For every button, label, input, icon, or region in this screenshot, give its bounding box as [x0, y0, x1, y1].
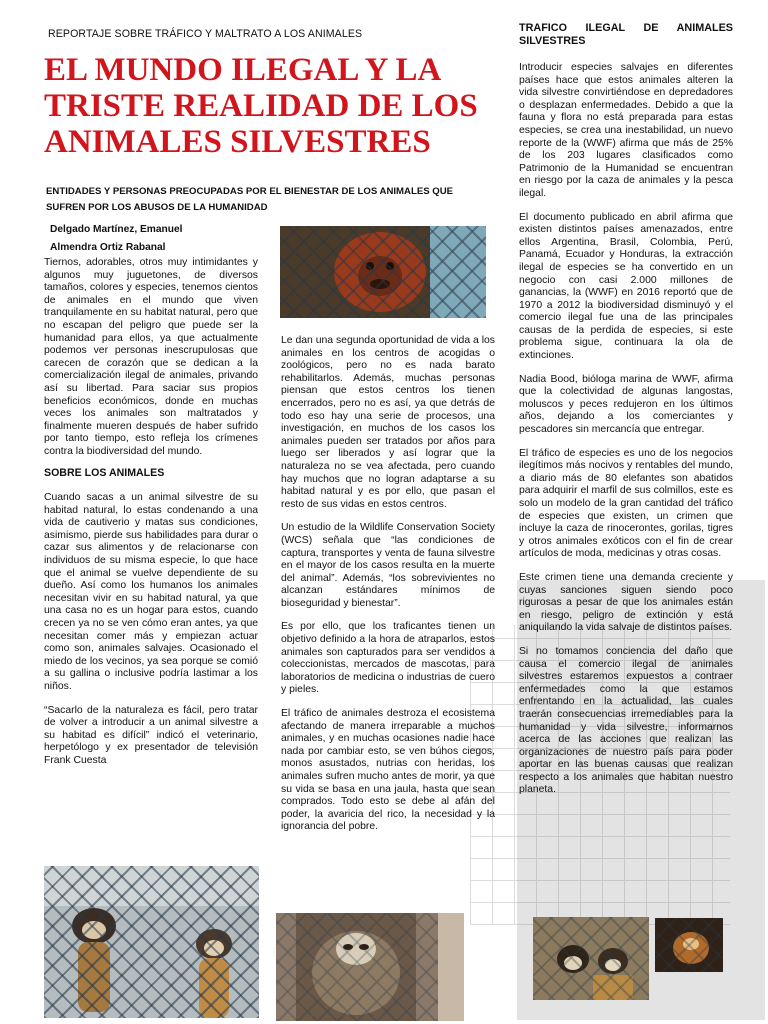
paragraph: El tráfico de especies es uno de los negocios ilegítimos más nocivos y rentables del mundo, a diario más de 80 elefantes son abatidos para adquirir el marfil de sus colmillos, este es solo un modelo de la gran cantidad del tráfico de especies que existen, un crimen que incluye la caza de rinocerontes, gorilas, tigres y otros animales exóticos con el fin de crear artículos de moda, medicinas y otras cosas.	[519, 447, 733, 560]
sloth-photo	[276, 913, 438, 1021]
orangutan-cage-photo	[280, 226, 486, 318]
small-animal-photo	[655, 918, 723, 972]
page-title: EL MUNDO ILEGAL Y LA TRISTE REALIDAD DE LOS ANIMALES SILVESTRES	[44, 52, 478, 160]
paragraph: Este crimen tiene una demanda creciente y cuyas sanciones siguen siendo poco rigurosas a pesar de que los animales están en riesgo, peligro de extinción y está aniquilando la vida salvaje de distintos países.	[519, 571, 733, 634]
caged-monkeys-photo	[533, 917, 649, 1000]
paragraph: Le dan una segunda oportunidad de vida a los animales en los centros de acogidas o zoológicos, pero no es nada barato rehabilitarlos. Además, muchas personas piensan que estos centros los tienen encerrados, pero no es así, ya que detrás de todo eso hay una serie de procesos, una investigación, en muchos de los casos los animales pueden ser tratados por años para luego ser liberados y así lograr que la naturaleza no se vea afectada, pero cuando hay muchos que no logran adaptarse a su habitad natural y es por ello, que pasan el resto de sus vidas en estos centros.	[281, 335, 495, 510]
cage-bars-overlay	[655, 918, 723, 972]
author-name: Delgado Martínez, Emanuel	[50, 224, 183, 235]
monkeys-cage-photo	[44, 866, 259, 1018]
author-name: Almendra Ortiz Rabanal	[50, 242, 166, 253]
paragraph: Introducir especies salvajes en diferentes países hace que estos animales alteren la vida silvestre convirtiéndose en depredadores o desplazan enfermedades. Debido a que la fauna y flora no está preparada para estas especies, se crea una inestabilidad, un nuevo reporte de la (WWF) afirma que más de 25% de los 203 lugares clasificados como Patrimonio de la Humanidad se encuentran en riesgo por la caza de animales y la pesca ilegal.	[519, 62, 733, 199]
column-2	[281, 335, 495, 845]
cage-bars-overlay	[280, 226, 486, 318]
subheadline: ENTIDADES Y PERSONAS PREOCUPADAS POR EL BIENESTAR DE LOS ANIMALES QUE SUFREN POR LOS ABUSOS DE LA HUMANIDAD	[46, 186, 454, 213]
cage-bars-overlay	[533, 917, 649, 1000]
column-3-heading-wrap	[519, 22, 733, 48]
paragraph: Tiernos, adorables, otros muy intimidantes y algunos muy juguetones, de diversos tamaños, colores y especies, tenemos cientos de animales en el mundo que viven tranquilamente en su habitat natural, pero que no escapan del peligro que puede ser la humanidad para ellos, ya que actualmente podemos ver personas inescrupulosas que carecen de corazón que se dedican a la comercialización ilegal de animales, privando así su libertad. Para saciar sus propios beneficios económicos, donde en muchas veces los animales son maltratados y finalmente mueren después de haber sufrido por tanto tiempo, esto refleja los crímenes contra la biodiversidad del mundo.	[44, 257, 258, 457]
authors	[50, 221, 270, 257]
paragraph: Si no tomamos conciencia del daño que causa el comercio ilegal de animales silvestres estaremos expuestos a contraer enfermedades como la que estamos enfrentando en la actualidad, las cuales traerán consecuencias irremediables para la humanidad y vida silvestre, informarnos acerca de las acciones que realizan las organizaciones de nuestro país para poder aportar en las buenas causas que realizan respecto a los animales que habitan nuestro planeta.	[519, 645, 733, 796]
section-heading: SOBRE LOS ANIMALES	[44, 466, 165, 479]
column-3	[519, 62, 733, 808]
paragraph: “Sacarlo de la naturaleza es fácil, pero tratar de volver a introducir a un animal silvestre a su habitad es difícil” indicó el veterinario, herpetólogo y ex presentador de televisión Frank Cuesta	[44, 704, 258, 766]
paragraph: Un estudio de la Wildlife Conservation Society (WCS) señala que “las condiciones de captura, transportes y venta de fauna silvestre en el mayor de los casos resulta en la muerte del animal”. Además, “los sobrevivientes no alcanzan estándares mínimos de bioseguridad y bienestar”.	[281, 522, 495, 609]
paragraph: Es por ello, que los traficantes tienen un objetivo definido a la hora de atraparlos, estos animales son capturados para ser vendidos a coleccionistas, mercados de mascotas, para laboratorios de medicina o industrias de cuero y pieles.	[281, 621, 495, 696]
section-heading: TRAFICO ILEGAL DE ANIMALES SILVESTRES	[519, 22, 733, 47]
paragraph: Cuando sacas a un animal silvestre de su habitad natural, lo estas condenando a una vida de cautiverio y matas sus condiciones, asimismo, pierde sus habilidades para durar o cazar sus alimentos y de relacionarse con individuos de su misma especie, lo que hace que el animal se vuelve dependiente de su dueño. Así como los humanos los animales necesitan vivir en su habitad natural, ya que una casa no es un hogar para estos, cuando crecen ya no se ven cómo eran antes, ya que necesitan comer más y empiezan actuar como son, animales salvajes. Ocasionado el miedo de los vecinos, ya sea porque se comió a su gallina o inclusive podría lastimar a los niños.	[44, 492, 258, 692]
wire-mesh-overlay	[44, 866, 259, 1018]
paragraph: El tráfico de animales destroza el ecosistema afectando de manera irreparable a muchos animales, y en muchas ocasiones nadie hace nada por cambiar esto, se ven búhos ciegos, monos asustados, nutrias con heridas, los animales sufren mucho antes de morir, ya que su vida se basa en una jaula, hasta que sean comprados. Todo esto se debe al afán del poder, la avaricia del rico, la necesidad y la ignorancia del pobre.	[281, 708, 495, 833]
paragraph: Nadia Bood, bióloga marina de WWF, afirma que la colectividad de algunas langostas, moluscos y peces redujeron en los últimos años, dejando a los comerciantes y pescadores sin mercancía que entregar.	[519, 373, 733, 436]
kicker: REPORTAJE SOBRE TRÁFICO Y MALTRATO A LOS ANIMALES	[48, 28, 363, 40]
column-1	[44, 257, 258, 779]
paragraph: El documento publicado en abril afirma que existen distintos países amenazados, entre ellos Argentina, Brasil, Colombia, Perú, Panamá, Ecuador y Honduras, la extracción ilegal de especies se ha convertido en un negocio con casi 2.000 millones de ganancias, la (WWF) en 2016 reportó que de 1970 a 2012 la biodiversidad disminuyó y el comercio ilegal fue una de las principales causas de la perdida de especies, si este problema sigue, continuara la ola de extinciones.	[519, 211, 733, 362]
photo-edge-strip	[438, 913, 464, 1021]
cage-bars-overlay	[276, 913, 438, 1021]
